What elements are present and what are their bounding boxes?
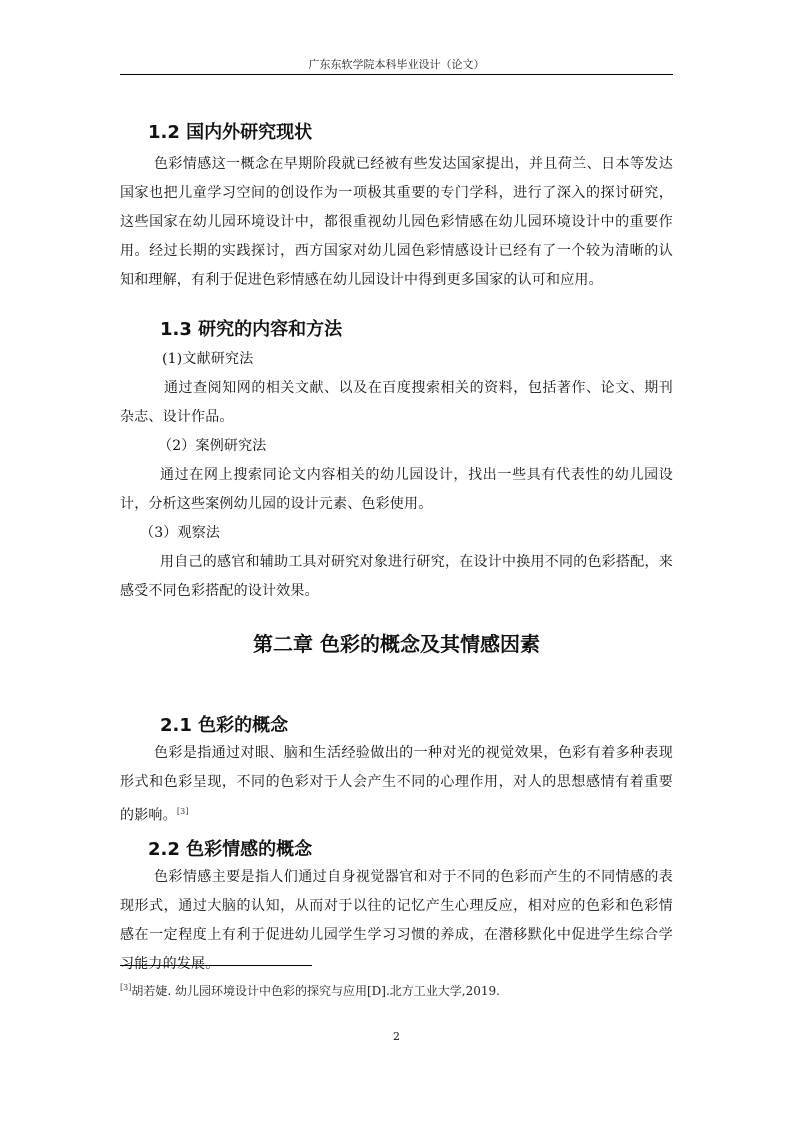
page-number: 2 <box>393 1030 400 1043</box>
footnote-marker: [3] <box>120 983 132 992</box>
paragraph-2-1-text: 色彩是指通过对眼、脑和生活经验做出的一种对光的视觉效果，色彩有着多种表现形式和色彩呈现，不同的色彩对于人会产生不同的心理作用，对人的思想感情有着重要的影响。 <box>120 745 673 824</box>
method-3-title: （3）观察法 <box>140 525 221 541</box>
paragraph-1-2: 色彩情感这一概念在早期阶段就已经被有些发达国家提出，并且荷兰、日本等发达国家也把儿童学习空间的创设作为一项极其重要的专门学科，进行了深入的探讨研究，这些国家在幼儿园环境设计中，都很重视幼儿园色彩情感在幼儿园环境设计中的重要作用。经过长期的实践探讨，西方国家对幼儿园色彩情感设计已经有了一个较为清晰的认知和理解，有利于促进色彩情感在幼儿园设计中得到更多国家的认可和应用。 <box>120 156 673 288</box>
footnote-text: 胡若婕. 幼儿园环境设计中色彩的探究与应用[D].北方工业大学,2019. <box>131 984 500 998</box>
chapter-heading: 第二章 色彩的概念及其情感因素 <box>253 632 540 656</box>
section-heading-1-2: 1.2 国内外研究现状 <box>148 122 313 143</box>
section-heading-1-3: 1.3 研究的内容和方法 <box>160 319 343 340</box>
section-heading-2-2: 2.2 色彩情感的概念 <box>148 838 313 860</box>
page-body <box>120 118 673 979</box>
footnote-reference: [3] <box>176 807 189 816</box>
method-2-title: （2）案例研究法 <box>158 438 267 454</box>
section-heading-2-1: 2.1 色彩的概念 <box>160 715 289 736</box>
method-2-text: 通过在网上搜索同论文内容相关的幼儿园设计，找出一些具有代表性的幼儿园设计，分析这些案例幼儿园的设计元素、色彩使用。 <box>120 467 673 512</box>
footnote-divider <box>120 965 312 966</box>
method-1-title: (1)文献研究法 <box>162 351 254 367</box>
paragraph-2-1 <box>120 739 673 831</box>
header-divider <box>120 74 673 75</box>
paragraph-2-2: 色彩情感主要是指人们通过自身视觉器官和对于不同的色彩而产生的不同情感的表现形式，通过大脑的认知，从而对于以往的记忆产生心理反应，相对应的色彩和色彩情感在一定程度上有利于促进幼儿园学生学习习惯的养成，在潜移默化中促进学生综合学习能力的发展。 <box>120 868 673 972</box>
method-1-text: 通过查阅知网的相关文献、以及在百度搜索相关的资料，包括著作、论文、期刊杂志、设计作品。 <box>120 380 673 425</box>
footnote <box>120 982 680 999</box>
method-3-text: 用自己的感官和辅助工具对研究对象进行研究，在设计中换用不同的色彩搭配，来感受不同色彩搭配的设计效果。 <box>120 554 673 599</box>
page-header: 广东东软学院本科毕业设计（论文） <box>308 58 485 71</box>
